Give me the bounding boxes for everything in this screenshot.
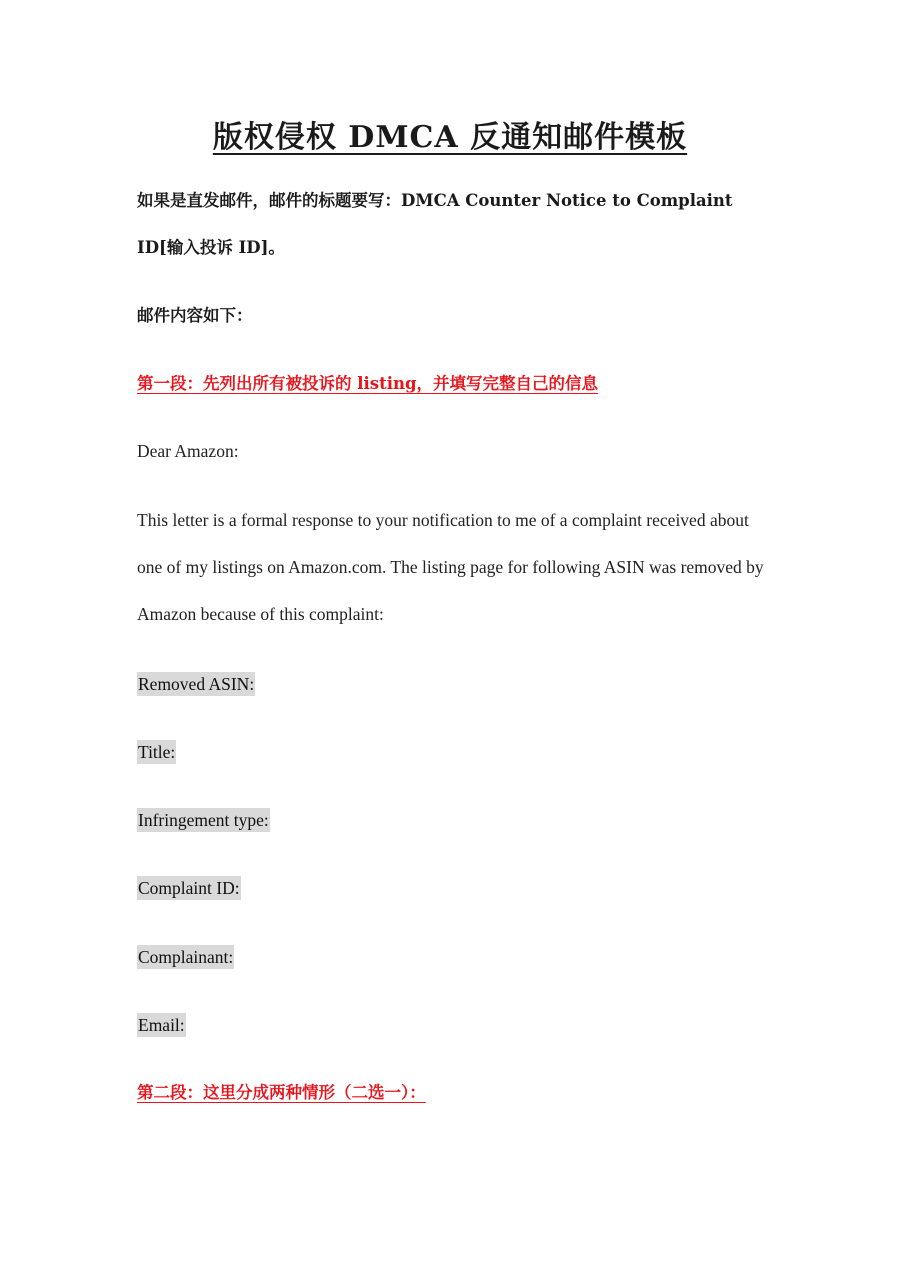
body-paragraph: This letter is a formal response to your notification to me of a complaint received about one of my listings on Amazon.com. The listing page for following ASIN was removed by Amazon because of this complaint: — [137, 510, 764, 624]
field-infringement-type: Infringement type: — [138, 810, 269, 830]
field-complaint-id: Complaint ID: — [138, 878, 240, 898]
salutation: Dear Amazon: — [137, 441, 239, 461]
content-intro: 邮件内容如下： — [137, 306, 253, 325]
section2-heading — [137, 1069, 777, 1116]
section1-heading — [137, 360, 777, 407]
field-removed-asin: Removed ASIN: — [138, 674, 255, 694]
document-title-text: 版权侵权 DMCA 反通知邮件模板 — [212, 120, 688, 155]
section1-heading-text: 第一段：先列出所有被投诉的 listing，并填写完整自己的信息 — [137, 374, 598, 393]
subject-instruction: 如果是直发邮件，邮件的标题要写：DMCA Counter Notice to Complaint ID[输入投诉 ID]。 — [137, 191, 733, 257]
field-email: Email: — [138, 1015, 185, 1035]
section2-heading-text: 第二段：这里分成两种情形（二选一）： — [137, 1083, 426, 1102]
field-title: Title: — [138, 742, 176, 762]
field-complainant: Complainant: — [138, 947, 234, 967]
document-title — [0, 112, 900, 156]
